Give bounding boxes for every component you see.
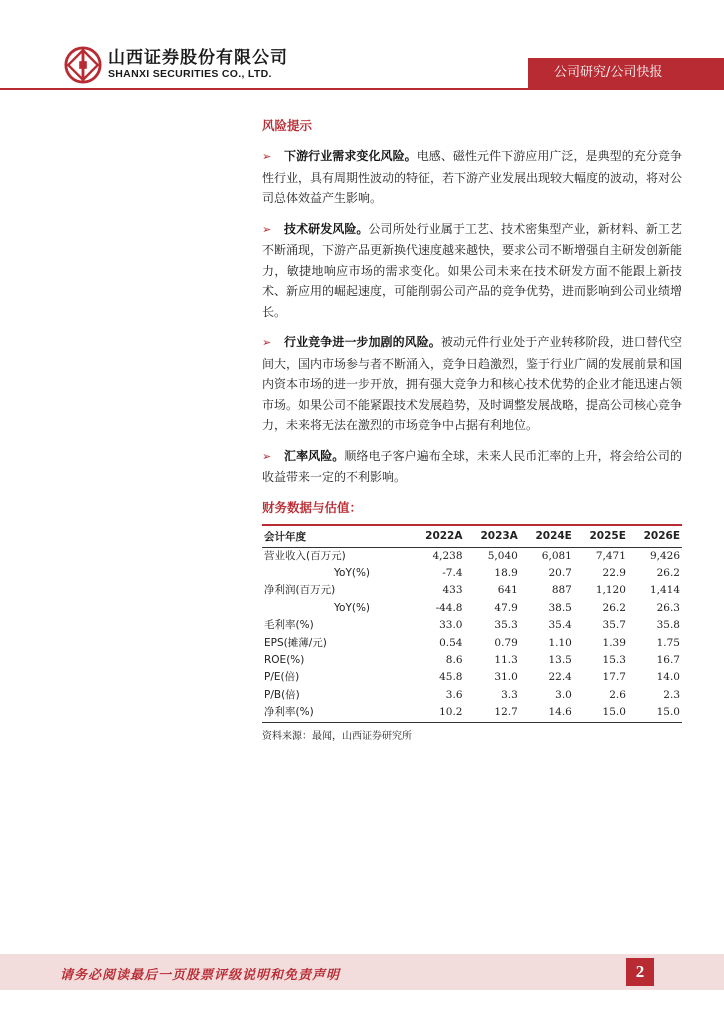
table-cell: 35.4 xyxy=(548,619,572,632)
table-row xyxy=(262,565,682,582)
table-cell: 5,040 xyxy=(487,549,518,562)
risk-item-title: 技术研发风险。 xyxy=(284,221,369,236)
arrow-bullet-icon: ➢ xyxy=(262,222,272,236)
risk-list xyxy=(262,146,682,488)
page-footer xyxy=(0,954,724,990)
column-header: 2024E xyxy=(520,526,574,548)
column-header: 会计年度 xyxy=(262,526,409,548)
table-cell: 1.39 xyxy=(602,636,626,649)
row-label: 营业收入(百万元) xyxy=(264,549,346,562)
table-cell: 4,238 xyxy=(432,549,463,562)
table-cell: 31.0 xyxy=(494,671,518,684)
arrow-bullet-icon: ➢ xyxy=(262,150,272,163)
column-header: 2022A xyxy=(409,526,464,548)
table-cell: 6,081 xyxy=(541,549,572,562)
table-cell: 11.3 xyxy=(494,653,518,666)
risk-item xyxy=(262,332,682,436)
main-content xyxy=(262,116,682,742)
table-cell: 18.9 xyxy=(494,566,518,579)
table-cell: 20.7 xyxy=(548,566,572,579)
table-cell: 14.0 xyxy=(656,671,680,684)
row-label: 净利率(%) xyxy=(262,704,409,722)
table-cell: 0.79 xyxy=(494,636,518,649)
table-cell: 13.5 xyxy=(548,653,572,666)
row-label: 毛利率(%) xyxy=(264,619,314,632)
table-cell: 26.3 xyxy=(656,601,680,614)
table-row xyxy=(262,669,682,686)
table-cell: 16.7 xyxy=(656,653,680,666)
table-row xyxy=(262,547,682,565)
table-header-row xyxy=(262,526,682,548)
table-cell: 2.6 xyxy=(609,688,626,701)
table-cell: 12.7 xyxy=(465,704,520,722)
table-cell: 26.2 xyxy=(656,566,680,579)
table-cell: 7,471 xyxy=(595,549,626,562)
risk-item-body: 公司所处行业属于工艺、技术密集型产业，新材料、新工艺不断涌现，下游产品更新换代速度越来越快，要求公司不断增强自主研发创新能力，敏捷地响应市场的需求变化。如果公司未来在技术研发方面不能跟上新技术、新应用的崛起速度，可能削弱公司产品的竞争优势，进而影响到公司业绩增长。 xyxy=(262,221,683,319)
table-cell: 15.3 xyxy=(602,653,626,666)
table-cell: -7.4 xyxy=(442,566,463,579)
header-divider xyxy=(0,88,724,90)
table-cell: 10.2 xyxy=(409,704,464,722)
table-cell: 3.6 xyxy=(445,688,463,701)
data-source-note: 资料来源：最闻，山西证券研究所 xyxy=(262,730,412,742)
risk-item-body: 顺络电子客户遍布全球，未来人民币汇率的上升，将会给公司的收益带来一定的不利影响。 xyxy=(262,448,682,484)
company-name-en: SHANXI SECURITIES CO., LTD. xyxy=(108,68,272,80)
table-cell: -44.8 xyxy=(435,601,463,614)
column-header: 2025E xyxy=(574,526,628,548)
row-label: EPS(摊薄/元) xyxy=(264,636,327,649)
table-cell: 433 xyxy=(442,584,463,597)
table-row xyxy=(262,635,682,652)
table-row xyxy=(262,617,682,634)
table-cell: 45.8 xyxy=(439,671,463,684)
row-label: 净利润(百万元) xyxy=(264,584,336,597)
table-cell: 1.10 xyxy=(548,636,572,649)
table-cell: 38.5 xyxy=(548,601,572,614)
table-cell: 1,120 xyxy=(595,584,626,597)
disclaimer-notice: 请务必阅读最后一页股票评级说明和免责声明 xyxy=(60,968,341,983)
row-label: P/E(倍) xyxy=(264,671,300,684)
row-label: ROE(%) xyxy=(264,653,305,666)
table-cell: 3.3 xyxy=(501,688,518,701)
risk-item-title: 汇率风险。 xyxy=(284,448,345,463)
table-cell: 887 xyxy=(551,584,572,597)
risk-item-title: 下游行业需求变化风险。 xyxy=(284,149,417,163)
table-cell: 15.0 xyxy=(574,704,628,722)
table-row xyxy=(262,600,682,617)
risk-item xyxy=(262,146,682,209)
table-cell: 22.4 xyxy=(548,671,572,684)
risk-item xyxy=(262,219,682,323)
arrow-bullet-icon: ➢ xyxy=(262,449,272,463)
column-header: 2026E xyxy=(628,526,682,548)
row-label: YoY(%) xyxy=(334,566,371,579)
table-cell: 26.2 xyxy=(602,601,626,614)
row-label: YoY(%) xyxy=(334,601,371,614)
table-cell: 17.7 xyxy=(602,671,626,684)
report-type-tag: 公司研究/公司快报 xyxy=(528,58,724,88)
arrow-bullet-icon: ➢ xyxy=(262,336,272,349)
risk-section-title: 风险提示 xyxy=(262,118,313,133)
table-cell: 2.3 xyxy=(663,688,680,701)
table-cell: 8.6 xyxy=(445,653,463,666)
table-row xyxy=(262,687,682,704)
risk-item-body: 电感、磁性元件下游应用广泛，是典型的充分竞争性行业，具有周期性波动的特征，若下游产业发展出现较大幅度的波动，将对公司总体效益产生影响。 xyxy=(262,149,683,205)
company-logo xyxy=(64,46,288,84)
table-cell: 9,426 xyxy=(649,549,680,562)
risk-item-body: 被动元件行业处于产业转移阶段，进口替代空间大，国内市场参与者不断涌入，竞争日趋激烈，鉴于行业广阔的发展前景和国内资本市场的进一步开放，拥有强大竞争力和核心技术优势的企业才能迅速占领市场。如果公司不能紧跟技术发展趋势，及时调整发展战略，提高公司核心竞争力，未来将无法在激烈的市场竞争中占据有利地位。 xyxy=(262,335,683,432)
financials-title: 财务数据与估值： xyxy=(262,499,363,515)
table-row xyxy=(262,704,682,722)
page-header xyxy=(0,0,724,96)
table-cell: 35.8 xyxy=(656,619,680,632)
table-cell: 22.9 xyxy=(602,566,626,579)
table-cell: 35.7 xyxy=(602,619,626,632)
table-cell: 0.54 xyxy=(439,636,463,649)
logo-emblem-icon xyxy=(64,46,102,84)
page-number: 2 xyxy=(626,958,654,986)
risk-item-title: 行业竞争进一步加剧的风险。 xyxy=(284,335,441,349)
company-name-cn: 山西证券股份有限公司 xyxy=(108,48,288,68)
table-cell: 35.3 xyxy=(494,619,518,632)
table-row xyxy=(262,582,682,599)
table-cell: 3.0 xyxy=(555,688,572,701)
row-label: P/B(倍) xyxy=(264,688,300,701)
table-cell: 15.0 xyxy=(628,704,682,722)
risk-item xyxy=(262,446,682,488)
table-cell: 47.9 xyxy=(494,601,518,614)
table-row xyxy=(262,652,682,669)
table-cell: 1.75 xyxy=(656,636,680,649)
financials-table xyxy=(262,526,682,723)
column-header: 2023A xyxy=(465,526,520,548)
table-cell: 641 xyxy=(497,584,518,597)
table-cell: 33.0 xyxy=(439,619,463,632)
table-cell: 1,414 xyxy=(649,584,680,597)
table-cell: 14.6 xyxy=(520,704,574,722)
